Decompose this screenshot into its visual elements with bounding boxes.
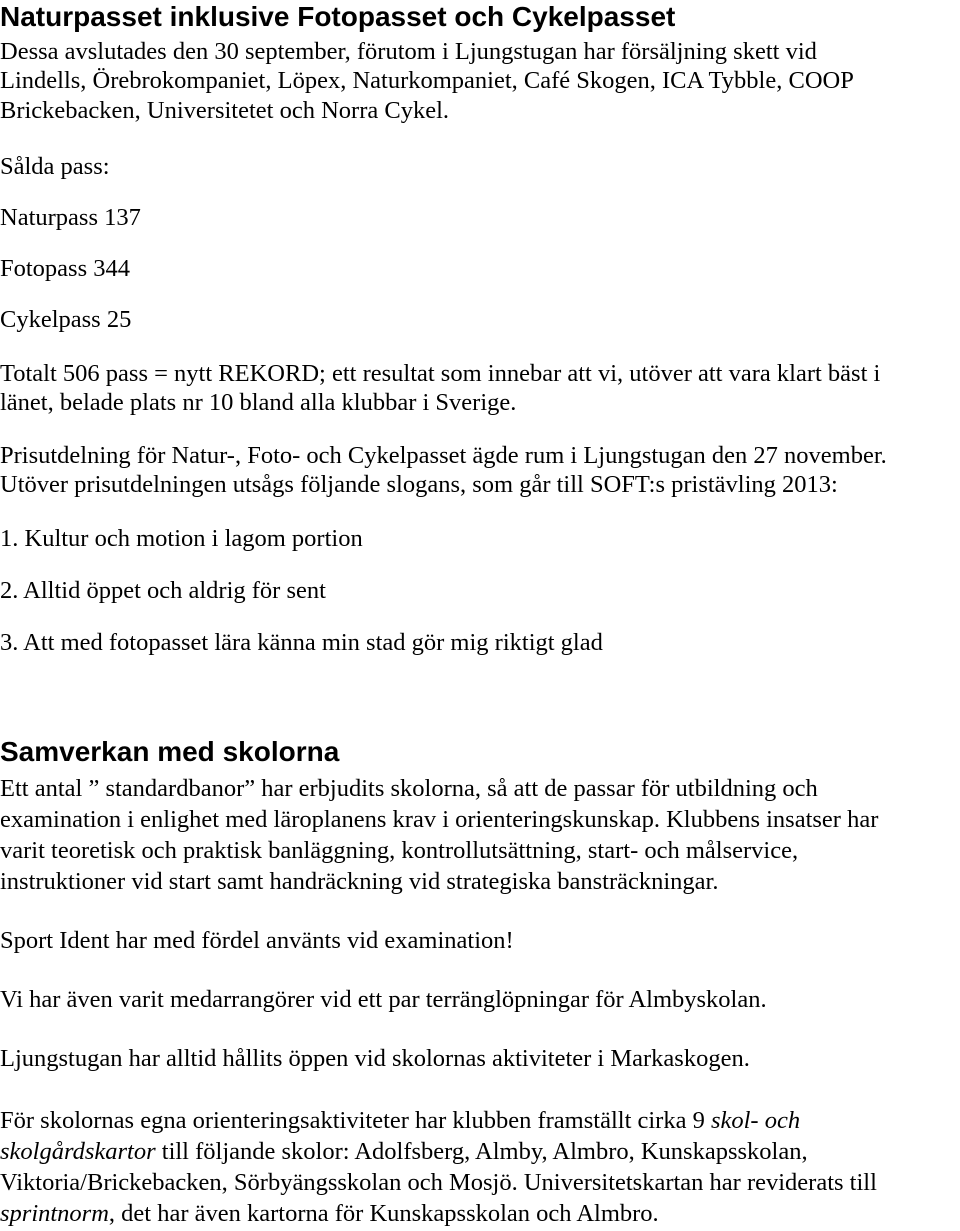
paragraph-line [0, 1137, 808, 1167]
section-heading-naturpasset: Naturpasset inklusive Fotopasset och Cykelpasset [0, 1, 676, 32]
sold-item-naturpass: Naturpass 137 [0, 204, 141, 231]
paragraph-line: Ett antal ” standardbanor” har erbjudits skolorna, så att de passar för utbildning och [0, 775, 818, 802]
sold-passes-label: Sålda pass: [0, 153, 110, 180]
intro-line: Lindells, Örebrokompaniet, Löpex, Naturkompaniet, Café Skogen, ICA Tybble, COOP [0, 67, 854, 94]
paragraph-line: examination i enlighet med läroplanens krav i orienteringskunskap. Klubbens insatser har [0, 806, 879, 833]
section-heading-samverkan: Samverkan med skolorna [0, 736, 340, 767]
text-span: till följande skolor: Adolfsberg, Almby, Almbro, Kunskapsskolan, [155, 1138, 808, 1165]
sold-item-fotopass: Fotopass 344 [0, 255, 131, 282]
italic-term: skol- och [710, 1107, 801, 1134]
paragraph-line [0, 1199, 659, 1229]
text-span: , det har även kartorna för Kunskapsskolan och Almbro. [108, 1200, 659, 1227]
paragraph-terranglopningar: Vi har även varit medarrangörer vid ett par terränglöpningar för Almbyskolan. [0, 986, 767, 1013]
prize-line: Prisutdelning för Natur-, Foto- och Cykelpasset ägde rum i Ljungstugan den 27 november. [0, 442, 887, 469]
intro-line: Brickebacken, Universitetet och Norra Cykel. [0, 97, 450, 124]
paragraph-ljungstugan: Ljungstugan har alltid hållits öppen vid skolornas aktiviteter i Markaskogen. [0, 1045, 750, 1072]
paragraph-line [0, 1106, 800, 1136]
paragraph-line: varit teoretisk och praktisk banläggning, kontrollutsättning, start- och målservice, [0, 837, 799, 864]
slogan-item: 2. Alltid öppet och aldrig för sent [0, 577, 326, 604]
slogan-item: 3. Att med fotopasset lära känna min stad gör mig riktigt glad [0, 629, 603, 656]
slogan-item: 1. Kultur och motion i lagom portion [0, 525, 363, 552]
paragraph-line: instruktioner vid start samt handräckning vid strategiska bansträckningar. [0, 868, 719, 895]
text-span: För skolornas egna orienteringsaktiviteter har klubben framställt cirka 9 [0, 1107, 711, 1134]
intro-line: Dessa avslutades den 30 september, förutom i Ljungstugan har försäljning skett vid [0, 38, 817, 65]
sold-item-cykelpass: Cykelpass 25 [0, 306, 132, 333]
italic-term: skolgårdskartor [0, 1138, 156, 1165]
paragraph-sport-ident: Sport Ident har med fördel använts vid examination! [0, 927, 514, 954]
italic-term: sprintnorm [0, 1200, 109, 1227]
total-line: länet, belade plats nr 10 bland alla klubbar i Sverige. [0, 389, 517, 416]
total-line: Totalt 506 pass = nytt REKORD; ett resultat som innebar att vi, utöver att vara klart bäst i [0, 360, 881, 387]
prize-line: Utöver prisutdelningen utsågs följande slogans, som går till SOFT:s pristävling 2013: [0, 471, 838, 498]
paragraph-line: Viktoria/Brickebacken, Sörbyängsskolan och Mosjö. Universitetskartan har reviderats till [0, 1169, 877, 1196]
